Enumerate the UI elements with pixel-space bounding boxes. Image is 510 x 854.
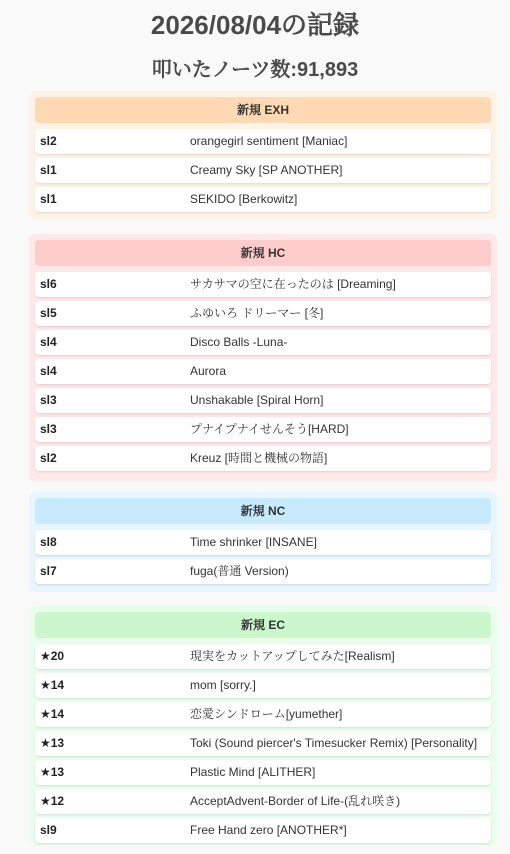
song-title: fuga(普通 Version) — [190, 564, 289, 578]
level-label: sl1 — [40, 192, 57, 206]
level-label: ★13 — [40, 736, 65, 750]
song-title: Unshakable [Spiral Horn] — [190, 393, 324, 407]
section-header: 新規 EXH — [35, 97, 491, 123]
level-label: sl2 — [40, 134, 57, 148]
level-label: ★20 — [40, 649, 65, 663]
section-header: 新規 HC — [35, 240, 491, 266]
list-item — [35, 818, 491, 843]
list-item — [35, 129, 491, 154]
song-title: プナイプナイせんそう[HARD] — [190, 422, 349, 436]
level-label: ★14 — [40, 678, 65, 692]
song-title: Free Hand zero [ANOTHER*] — [190, 823, 347, 837]
song-title: Creamy Sky [SP ANOTHER] — [190, 163, 343, 177]
list-item — [35, 301, 491, 326]
level-label: ★14 — [40, 707, 65, 721]
notes-count: 叩いたノーツ数:91,893 — [151, 59, 359, 81]
list-item — [35, 702, 491, 727]
list-item — [35, 559, 491, 584]
list-item — [35, 272, 491, 297]
list-item — [35, 158, 491, 183]
song-title: 恋愛シンドローム[yumether] — [190, 707, 343, 721]
section-new-exh — [29, 91, 497, 219]
song-title: 現実をカットアップしてみた[Realism] — [190, 649, 395, 663]
list-item — [35, 530, 491, 555]
list-item — [35, 359, 491, 384]
list-item — [35, 760, 491, 785]
level-label: ★12 — [40, 794, 65, 808]
level-label: sl4 — [40, 335, 57, 349]
level-label: sl6 — [40, 277, 57, 291]
level-label: sl4 — [40, 364, 57, 378]
section-new-hc — [29, 234, 497, 481]
song-title: サカサマの空に在ったのは [Dreaming] — [190, 277, 396, 291]
level-label: sl5 — [40, 306, 57, 320]
section-header: 新規 NC — [35, 498, 491, 524]
level-label: ★13 — [40, 765, 65, 779]
level-label: sl7 — [40, 564, 57, 578]
level-label: sl3 — [40, 422, 57, 436]
song-title: Plastic Mind [ALITHER] — [190, 765, 316, 779]
list-item — [35, 789, 491, 814]
list-item — [35, 417, 491, 442]
list-item — [35, 446, 491, 471]
song-title: Aurora — [190, 364, 227, 378]
song-title: orangegirl sentiment [Maniac] — [190, 134, 348, 148]
list-item — [35, 187, 491, 212]
song-title: ふゆいろ ドリーマー [冬] — [190, 306, 324, 320]
level-label: sl2 — [40, 451, 57, 465]
song-title: mom [sorry.] — [190, 678, 256, 692]
section-new-ec — [29, 606, 497, 846]
level-label: sl1 — [40, 163, 57, 177]
level-label: sl9 — [40, 823, 57, 837]
song-title: AcceptAdvent-Border of Life-(乱れ咲き) — [190, 794, 401, 808]
page-title: 2026/08/04の記録 — [150, 10, 360, 40]
list-item — [35, 330, 491, 355]
section-new-nc — [29, 492, 497, 592]
song-title: Time shrinker [INSANE] — [190, 535, 317, 549]
song-title: Kreuz [時間と機械の物語] — [190, 451, 328, 465]
song-title: SEKIDO [Berkowitz] — [190, 192, 298, 206]
section-header: 新規 EC — [35, 612, 491, 638]
list-item — [35, 731, 491, 756]
level-label: sl8 — [40, 535, 57, 549]
song-title: Disco Balls -Luna- — [190, 335, 288, 349]
list-item — [35, 673, 491, 698]
level-label: sl3 — [40, 393, 57, 407]
list-item — [35, 644, 491, 669]
list-item — [35, 388, 491, 413]
song-title: Toki (Sound piercer's Timesucker Remix) [Personality] — [190, 736, 478, 750]
